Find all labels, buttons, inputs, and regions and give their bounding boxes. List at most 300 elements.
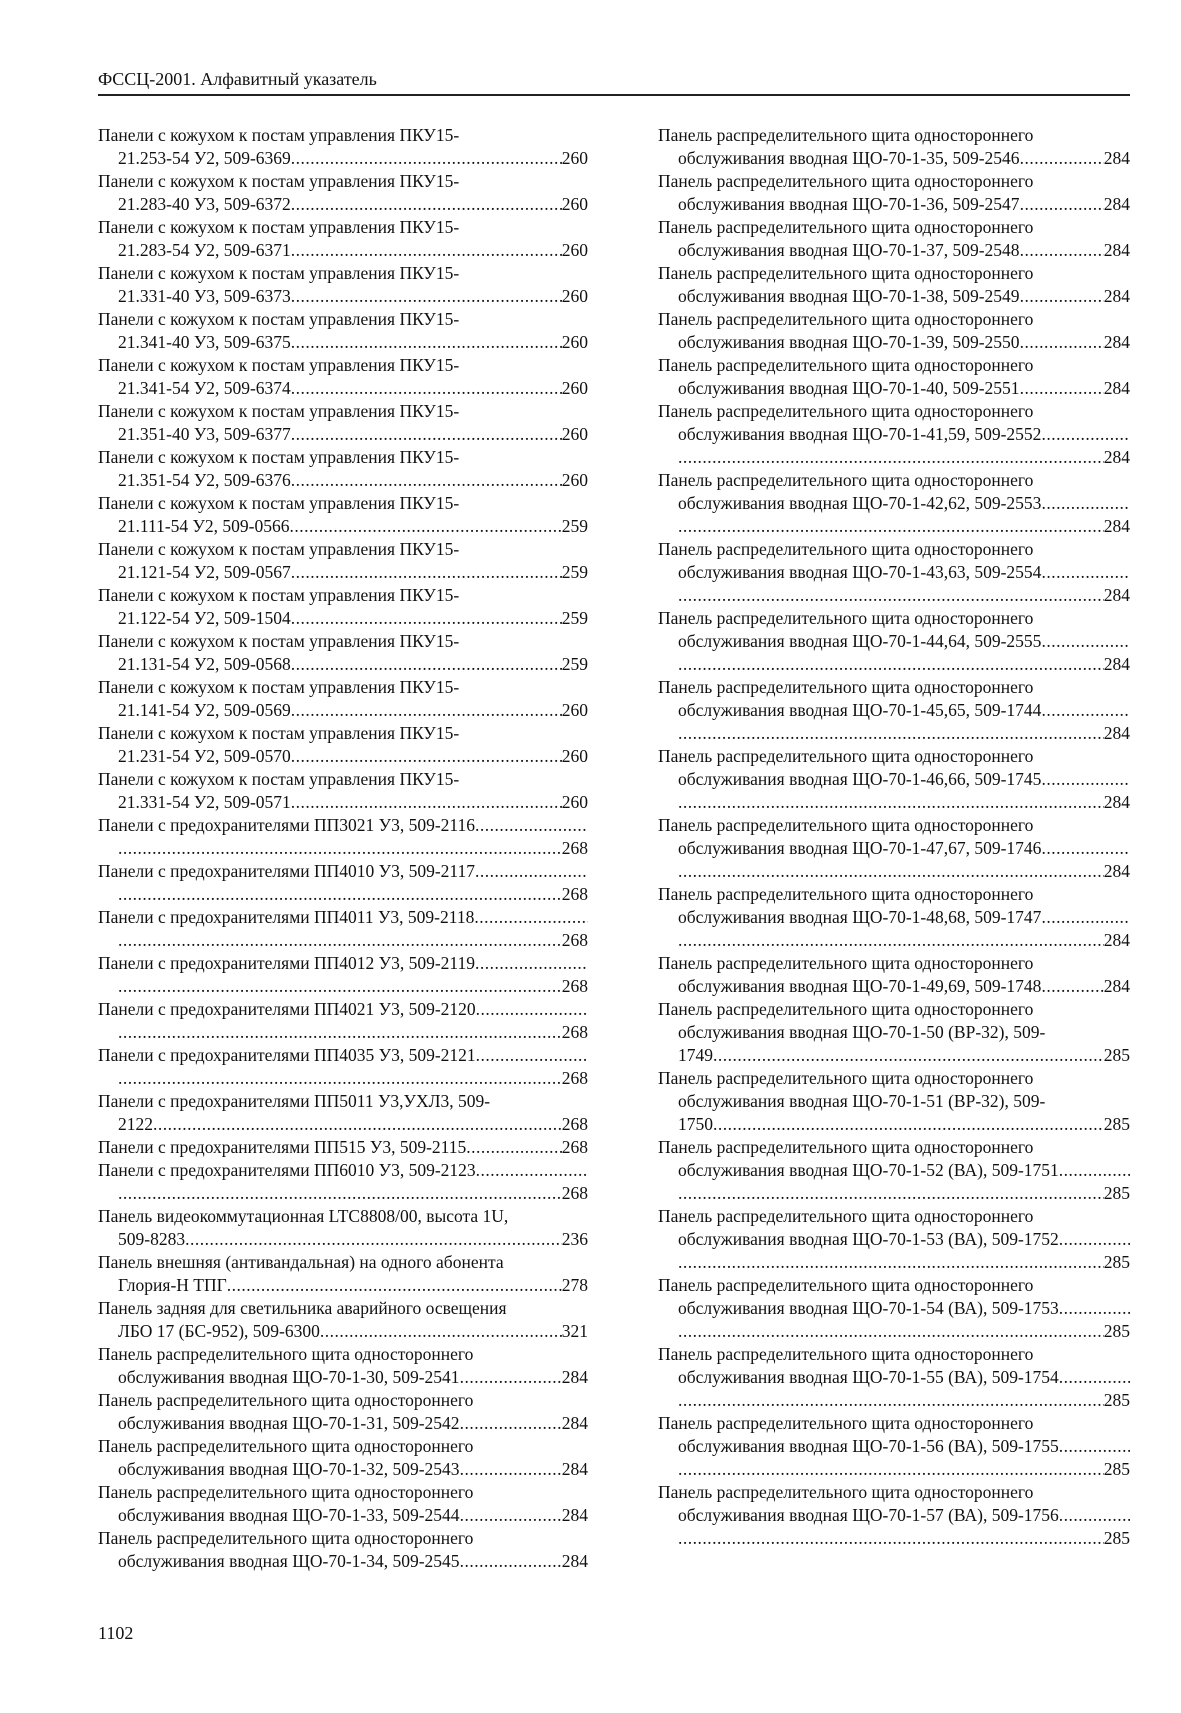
entry-text: Панели с кожухом к постам управления ПКУ15- — [98, 677, 460, 697]
entry-line — [658, 929, 1130, 952]
entry-text: Панель распределительного щита одностороннего — [658, 1275, 1034, 1295]
entry-text: Панели с предохранителями ПП6010 У3, 509-2123 — [98, 1160, 476, 1180]
entry-line — [98, 170, 588, 193]
entry-line — [658, 1412, 1130, 1435]
index-entry — [658, 124, 1130, 170]
dot-leader — [1059, 1159, 1130, 1182]
entry-line — [658, 653, 1130, 676]
entry-page: 284 — [561, 1459, 588, 1479]
index-entry — [98, 262, 588, 308]
index-entry — [98, 768, 588, 814]
dot-leader — [713, 1044, 1104, 1067]
entry-line — [658, 377, 1130, 400]
entry-line — [658, 1297, 1130, 1320]
index-entry — [658, 400, 1130, 469]
entry-page: 236 — [561, 1229, 588, 1249]
entry-line — [98, 768, 588, 791]
dot-leader — [118, 929, 562, 952]
entry-text: 21.131-54 У2, 509-0568 — [118, 654, 291, 674]
entry-line — [658, 1343, 1130, 1366]
dot-leader — [460, 1458, 562, 1481]
dot-leader — [678, 584, 1104, 607]
entry-line — [658, 515, 1130, 538]
entry-line — [98, 653, 588, 676]
dot-leader — [466, 1136, 561, 1159]
entry-line — [658, 1090, 1130, 1113]
entry-line — [658, 906, 1130, 929]
entry-line — [658, 1320, 1130, 1343]
dot-leader — [291, 193, 562, 216]
index-entry — [658, 1136, 1130, 1205]
dot-leader — [1041, 837, 1130, 860]
entry-line — [98, 1550, 588, 1573]
entry-line — [658, 147, 1130, 170]
entry-line — [658, 423, 1130, 446]
index-entry — [98, 584, 588, 630]
entry-line — [98, 906, 588, 929]
index-entry — [98, 860, 588, 906]
entry-text: 21.253-54 У2, 509-6369 — [118, 148, 291, 168]
entry-text: Панель распределительного щита одностороннего — [658, 217, 1034, 237]
entry-page: 260 — [561, 470, 588, 490]
entry-text: Панель распределительного щита одностороннего — [98, 1436, 474, 1456]
dot-leader — [320, 1320, 562, 1343]
entry-line — [658, 1366, 1130, 1389]
index-entry — [658, 952, 1130, 998]
entry-text: обслуживания вводная ЩО-70-1-52 (ВА), 509-1751 — [678, 1160, 1059, 1180]
entry-line — [658, 285, 1130, 308]
dot-leader — [1041, 492, 1130, 515]
entry-line — [98, 331, 588, 354]
entry-text: обслуживания вводная ЩО-70-1-32, 509-2543 — [118, 1459, 460, 1479]
entry-line — [98, 1067, 588, 1090]
index-column-right — [658, 124, 1130, 1550]
entry-page: 268 — [561, 1068, 588, 1088]
dot-leader — [291, 653, 562, 676]
entry-line — [658, 860, 1130, 883]
entry-line — [98, 1182, 588, 1205]
entry-text: Панели с кожухом к постам управления ПКУ15- — [98, 309, 460, 329]
page-title: ФССЦ-2001. Алфавитный указатель — [98, 69, 377, 89]
entry-line — [658, 1205, 1130, 1228]
entry-line — [98, 1343, 588, 1366]
dot-leader — [474, 906, 588, 929]
entry-line — [98, 837, 588, 860]
entry-page: 260 — [561, 194, 588, 214]
dot-leader — [678, 1251, 1104, 1274]
entry-text: Панель внешняя (антивандальная) на одного абонента — [98, 1252, 504, 1272]
index-entry — [98, 1251, 588, 1297]
entry-line — [98, 354, 588, 377]
dot-leader — [460, 1550, 562, 1573]
entry-line — [658, 170, 1130, 193]
dot-leader — [118, 1021, 562, 1044]
index-entry — [658, 1481, 1130, 1550]
index-entry — [98, 1297, 588, 1343]
entry-page: 268 — [561, 1183, 588, 1203]
entry-line — [658, 1458, 1130, 1481]
entry-text: Панель распределительного щита одностороннего — [658, 884, 1034, 904]
entry-page: 284 — [1103, 240, 1130, 260]
index-entry — [98, 1389, 588, 1435]
entry-line — [658, 975, 1130, 998]
entry-line — [98, 584, 588, 607]
dot-leader — [1020, 285, 1104, 308]
entry-text: 21.341-54 У2, 509-6374 — [118, 378, 291, 398]
entry-line — [658, 400, 1130, 423]
entry-page: 260 — [561, 424, 588, 444]
entry-line — [658, 1527, 1130, 1550]
entry-text: Панели с предохранителями ПП515 У3, 509-2115 — [98, 1137, 467, 1157]
entry-text: 21.122-54 У2, 509-1504 — [118, 608, 291, 628]
entry-text: Панели с кожухом к постам управления ПКУ15- — [98, 263, 460, 283]
dot-leader — [291, 285, 562, 308]
entry-page: 284 — [1103, 447, 1130, 467]
entry-text: Панель распределительного щита одностороннего — [658, 470, 1034, 490]
entry-text: обслуживания вводная ЩО-70-1-39, 509-2550 — [678, 332, 1020, 352]
index-entry — [658, 1274, 1130, 1343]
entry-page: 285 — [1103, 1114, 1130, 1134]
entry-line — [658, 837, 1130, 860]
dot-leader — [291, 239, 562, 262]
entry-line — [658, 814, 1130, 837]
entry-text: обслуживания вводная ЩО-70-1-35, 509-2546 — [678, 148, 1020, 168]
entry-text: Панель распределительного щита одностороннего — [658, 1137, 1034, 1157]
entry-line — [658, 262, 1130, 285]
entry-line — [658, 1481, 1130, 1504]
entry-page: 284 — [1103, 194, 1130, 214]
index-entry — [98, 1205, 588, 1251]
entry-page: 260 — [561, 700, 588, 720]
entry-text: обслуживания вводная ЩО-70-1-56 (ВА), 509-1755 — [678, 1436, 1059, 1456]
index-entry — [98, 1044, 588, 1090]
entry-line — [658, 1504, 1130, 1527]
entry-page: 284 — [1103, 976, 1130, 996]
dot-leader — [291, 469, 562, 492]
entry-line — [98, 446, 588, 469]
entry-text: Панели с кожухом к постам управления ПКУ15- — [98, 401, 460, 421]
entry-text: обслуживания вводная ЩО-70-1-53 (ВА), 509-1752 — [678, 1229, 1059, 1249]
entry-text: обслуживания вводная ЩО-70-1-48,68, 509-1747 — [678, 907, 1042, 927]
entry-text: обслуживания вводная ЩО-70-1-31, 509-2542 — [118, 1413, 460, 1433]
entry-text: 21.331-40 У3, 509-6373 — [118, 286, 291, 306]
dot-leader — [678, 791, 1104, 814]
entry-line — [98, 262, 588, 285]
entry-text: Панели с предохранителями ПП5011 У3,УХЛ3, 509- — [98, 1091, 491, 1111]
entry-line — [98, 1021, 588, 1044]
entry-line — [98, 423, 588, 446]
entry-text: обслуживания вводная ЩО-70-1-34, 509-2545 — [118, 1551, 460, 1571]
entry-text: Панель распределительного щита одностороннего — [658, 815, 1034, 835]
entry-page: 268 — [561, 1022, 588, 1042]
entry-text: Панель распределительного щита одностороннего — [658, 1344, 1034, 1364]
dot-leader — [1059, 1366, 1130, 1389]
entry-line — [658, 538, 1130, 561]
entry-text: обслуживания вводная ЩО-70-1-57 (ВА), 509-1756 — [678, 1505, 1059, 1525]
entry-text: 21.341-40 У3, 509-6375 — [118, 332, 291, 352]
entry-text: Панель распределительного щита одностороннего — [98, 1344, 474, 1364]
index-entry — [658, 538, 1130, 607]
entry-line — [658, 492, 1130, 515]
entry-text: Панель распределительного щита одностороннего — [658, 125, 1034, 145]
entry-page: 260 — [561, 332, 588, 352]
dot-leader — [1041, 561, 1130, 584]
index-entry — [98, 538, 588, 584]
dot-leader — [1020, 193, 1104, 216]
entry-text: 21.141-54 У2, 509-0569 — [118, 700, 291, 720]
dot-leader — [1041, 906, 1130, 929]
entry-text: 21.351-40 У3, 509-6377 — [118, 424, 291, 444]
index-entry — [98, 170, 588, 216]
dot-leader — [476, 1044, 588, 1067]
entry-line — [98, 1458, 588, 1481]
entry-text: Глория-Н ТПГ — [118, 1275, 227, 1295]
entry-page: 284 — [1103, 792, 1130, 812]
entry-line — [98, 630, 588, 653]
entry-text: обслуживания вводная ЩО-70-1-54 (ВА), 509-1753 — [678, 1298, 1059, 1318]
entry-line — [98, 1366, 588, 1389]
index-entry — [658, 883, 1130, 952]
entry-line — [98, 814, 588, 837]
entry-line — [658, 768, 1130, 791]
entry-line — [658, 1389, 1130, 1412]
entry-page: 284 — [561, 1413, 588, 1433]
dot-leader — [678, 515, 1104, 538]
index-entry — [98, 124, 588, 170]
dot-leader — [678, 1527, 1104, 1550]
entry-line — [98, 1113, 588, 1136]
entry-line — [98, 607, 588, 630]
entry-text: Панель распределительного щита одностороннего — [98, 1528, 474, 1548]
dot-leader — [678, 1458, 1104, 1481]
dot-leader — [1020, 239, 1104, 262]
entry-line — [98, 1320, 588, 1343]
entry-text: обслуживания вводная ЩО-70-1-37, 509-2548 — [678, 240, 1020, 260]
entry-page: 285 — [1103, 1183, 1130, 1203]
entry-page: 284 — [561, 1551, 588, 1571]
entry-line — [658, 124, 1130, 147]
entry-line — [98, 561, 588, 584]
entry-text: 1750 — [678, 1114, 713, 1134]
entry-page: 284 — [561, 1367, 588, 1387]
entry-text: Панели с кожухом к постам управления ПКУ15- — [98, 447, 460, 467]
dot-leader — [1059, 1504, 1130, 1527]
dot-leader — [118, 975, 562, 998]
dot-leader — [1059, 1228, 1130, 1251]
entry-line — [658, 1044, 1130, 1067]
dot-leader — [227, 1274, 562, 1297]
dot-leader — [1020, 331, 1104, 354]
entry-line — [98, 1205, 588, 1228]
entry-text: обслуживания вводная ЩО-70-1-51 (ВР-32), 509- — [678, 1091, 1046, 1111]
entry-line — [98, 1251, 588, 1274]
entry-text: Панели с кожухом к постам управления ПКУ15- — [98, 539, 460, 559]
entry-line — [658, 331, 1130, 354]
dot-leader — [476, 998, 588, 1021]
dot-leader — [678, 860, 1104, 883]
entry-page: 284 — [1103, 930, 1130, 950]
dot-leader — [291, 745, 562, 768]
entry-line — [658, 883, 1130, 906]
entry-line — [98, 929, 588, 952]
entry-line — [98, 952, 588, 975]
entry-text: 21.111-54 У2, 509-0566 — [118, 516, 290, 536]
entry-page: 284 — [1103, 148, 1130, 168]
entry-line — [98, 515, 588, 538]
entry-line — [658, 193, 1130, 216]
entry-text: Панель распределительного щита одностороннего — [658, 999, 1034, 1019]
entry-page: 259 — [561, 516, 588, 536]
entry-line — [98, 1274, 588, 1297]
entry-text: Панель распределительного щита одностороннего — [658, 746, 1034, 766]
entry-text: Панели с кожухом к постам управления ПКУ15- — [98, 125, 460, 145]
index-entry — [658, 1343, 1130, 1412]
index-entry — [658, 814, 1130, 883]
entry-text: обслуживания вводная ЩО-70-1-40, 509-2551 — [678, 378, 1020, 398]
entry-text: обслуживания вводная ЩО-70-1-47,67, 509-1746 — [678, 838, 1042, 858]
entry-text: Панель распределительного щита одностороннего — [658, 355, 1034, 375]
index-entry — [658, 1067, 1130, 1136]
dot-leader — [1041, 423, 1130, 446]
entry-page: 285 — [1103, 1459, 1130, 1479]
index-entry — [658, 262, 1130, 308]
entry-page: 260 — [561, 286, 588, 306]
entry-text: Панель распределительного щита одностороннего — [658, 401, 1034, 421]
entry-line — [98, 469, 588, 492]
entry-page: 284 — [1103, 378, 1130, 398]
entry-text: Панели с кожухом к постам управления ПКУ15- — [98, 171, 460, 191]
entry-text: Панель распределительного щита одностороннего — [658, 608, 1034, 628]
index-column-left — [98, 124, 588, 1573]
entry-text: Панель распределительного щита одностороннего — [658, 309, 1034, 329]
entry-line — [658, 791, 1130, 814]
entry-text: Панель задняя для светильника аварийного освещения — [98, 1298, 507, 1318]
entry-text: Панели с кожухом к постам управления ПКУ15- — [98, 769, 460, 789]
entry-line — [98, 492, 588, 515]
entry-page: 260 — [561, 378, 588, 398]
entry-line — [658, 1021, 1130, 1044]
dot-leader — [291, 423, 562, 446]
entry-line — [98, 239, 588, 262]
dot-leader — [291, 377, 562, 400]
index-entry — [658, 354, 1130, 400]
dot-leader — [475, 952, 588, 975]
entry-line — [658, 1251, 1130, 1274]
entry-text: обслуживания вводная ЩО-70-1-45,65, 509-1744 — [678, 700, 1042, 720]
entry-page: 259 — [561, 608, 588, 628]
entry-page: 268 — [561, 838, 588, 858]
dot-leader — [185, 1228, 562, 1251]
dot-leader — [678, 1320, 1104, 1343]
entry-text: обслуживания вводная ЩО-70-1-46,66, 509-1745 — [678, 769, 1042, 789]
entry-text: обслуживания вводная ЩО-70-1-50 (ВР-32), 509- — [678, 1022, 1046, 1042]
entry-text: обслуживания вводная ЩО-70-1-44,64, 509-2555 — [678, 631, 1042, 651]
dot-leader — [1041, 975, 1103, 998]
dot-leader — [118, 1067, 562, 1090]
entry-line — [658, 354, 1130, 377]
index-entry — [98, 952, 588, 998]
entry-line — [98, 147, 588, 170]
entry-line — [98, 676, 588, 699]
dot-leader — [291, 699, 562, 722]
index-entry — [98, 1435, 588, 1481]
index-entry — [658, 998, 1130, 1067]
entry-line — [98, 699, 588, 722]
entry-text: обслуживания вводная ЩО-70-1-33, 509-2544 — [118, 1505, 460, 1525]
entry-line — [658, 1274, 1130, 1297]
entry-line — [658, 216, 1130, 239]
entry-line — [98, 883, 588, 906]
entry-text: Панель распределительного щита одностороннего — [658, 1068, 1034, 1088]
dot-leader — [1041, 699, 1130, 722]
entry-line — [658, 1228, 1130, 1251]
entry-text: Панели с кожухом к постам управления ПКУ15- — [98, 631, 460, 651]
entry-line — [98, 1228, 588, 1251]
dot-leader — [118, 837, 562, 860]
entry-line — [98, 124, 588, 147]
entry-line — [98, 1090, 588, 1113]
entry-line — [98, 538, 588, 561]
entry-text: 21.231-54 У2, 509-0570 — [118, 746, 291, 766]
entry-line — [98, 1389, 588, 1412]
entry-line — [98, 1504, 588, 1527]
dot-leader — [713, 1113, 1104, 1136]
entry-line — [98, 1297, 588, 1320]
dot-leader — [1059, 1435, 1130, 1458]
entry-text: Панель распределительного щита одностороннего — [658, 263, 1034, 283]
dot-leader — [291, 791, 562, 814]
index-entry — [98, 308, 588, 354]
entry-page: 284 — [1103, 723, 1130, 743]
entry-line — [98, 193, 588, 216]
entry-text: Панель распределительного щита одностороннего — [658, 539, 1034, 559]
entry-page: 260 — [561, 148, 588, 168]
entry-line — [98, 1527, 588, 1550]
entry-text: 21.283-40 У3, 509-6372 — [118, 194, 291, 214]
entry-text: 2122 — [118, 1114, 153, 1134]
entry-page: 268 — [561, 976, 588, 996]
dot-leader — [678, 1389, 1104, 1412]
entry-text: Панель распределительного щита одностороннего — [658, 953, 1034, 973]
entry-text: 21.351-54 У2, 509-6376 — [118, 470, 291, 490]
entry-text: 21.121-54 У2, 509-0567 — [118, 562, 291, 582]
index-entry — [98, 354, 588, 400]
entry-page: 284 — [1103, 332, 1130, 352]
entry-page: 321 — [561, 1321, 588, 1341]
index-entry — [98, 814, 588, 860]
entry-text: обслуживания вводная ЩО-70-1-42,62, 509-2553 — [678, 493, 1042, 513]
entry-line — [658, 676, 1130, 699]
dot-leader — [1020, 147, 1104, 170]
entry-page: 268 — [561, 930, 588, 950]
dot-leader — [678, 446, 1104, 469]
dot-leader — [1041, 630, 1130, 653]
index-entry — [98, 1090, 588, 1136]
entry-line — [98, 308, 588, 331]
entry-page: 285 — [1103, 1528, 1130, 1548]
entry-page: 285 — [1103, 1390, 1130, 1410]
index-entry — [98, 1343, 588, 1389]
entry-text: обслуживания вводная ЩО-70-1-38, 509-2549 — [678, 286, 1020, 306]
entry-text: Панели с кожухом к постам управления ПКУ15- — [98, 723, 460, 743]
entry-line — [658, 722, 1130, 745]
index-entry — [98, 630, 588, 676]
index-entry — [98, 492, 588, 538]
entry-text: обслуживания вводная ЩО-70-1-36, 509-2547 — [678, 194, 1020, 214]
entry-page: 259 — [561, 654, 588, 674]
dot-leader — [291, 147, 562, 170]
dot-leader — [678, 722, 1104, 745]
